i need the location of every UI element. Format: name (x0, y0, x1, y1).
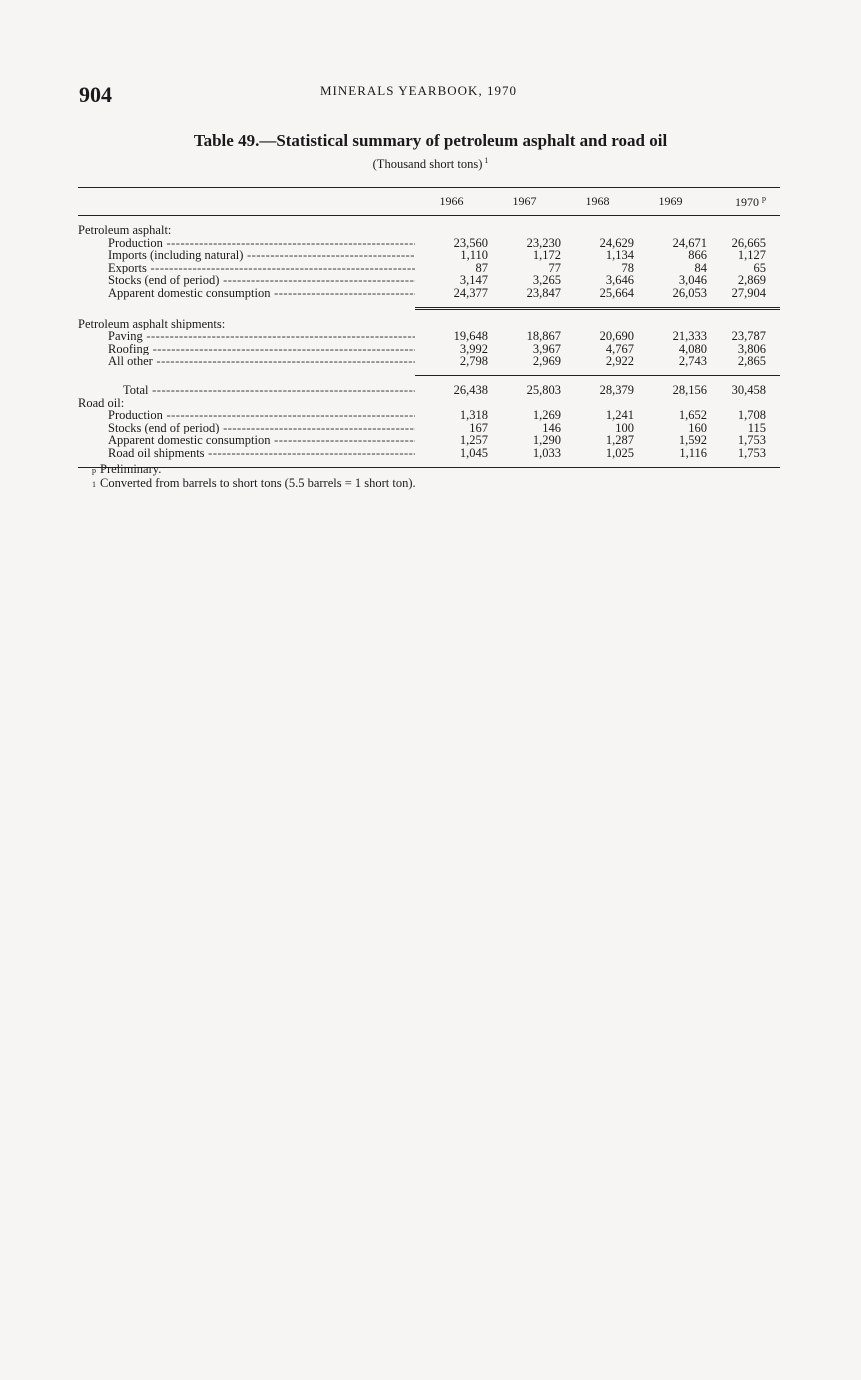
table-cell: 3,992 (459, 341, 488, 356)
table-row (78, 343, 780, 356)
row-label (78, 274, 415, 287)
row-label (78, 422, 415, 435)
table-cell: 1,110 (460, 248, 488, 263)
section-heading-row (78, 224, 780, 237)
table-cell: 1,708 (737, 408, 766, 423)
table-cell: 2,869 (737, 273, 766, 288)
table-cell: 1,033 (532, 445, 561, 460)
table-cell: 3,967 (532, 341, 561, 356)
table-cell: 1,287 (605, 433, 634, 448)
table-row (78, 434, 780, 447)
table-cell: 3,147 (459, 273, 488, 288)
table-cell: 19,648 (453, 329, 488, 344)
table-cell: 77 (548, 260, 561, 275)
table-row (78, 262, 780, 275)
table-cell: 2,969 (532, 354, 561, 369)
table-cell: 1,269 (532, 408, 561, 423)
table-cell: 24,377 (453, 285, 488, 300)
table-cell: 167 (469, 420, 488, 435)
table-cell: 115 (747, 420, 766, 435)
table-cell: 65 (753, 260, 766, 275)
table-cell: 160 (688, 420, 707, 435)
section-heading: Road oil: (78, 396, 125, 410)
table-row (78, 447, 780, 460)
table-section (78, 310, 780, 372)
row-label-text: Apparent domestic consumption ----- (108, 287, 415, 300)
table-cell: 24,629 (599, 235, 634, 250)
table-subtitle (0, 156, 861, 172)
table-cell: 26,053 (672, 285, 707, 300)
row-label-text: Production ----- (108, 237, 415, 250)
row-label-text: Paving ----- (108, 330, 415, 343)
row-label-text: Production ----- (108, 409, 415, 422)
footnote (92, 477, 416, 491)
table-section (78, 397, 780, 464)
table-cell: 24,671 (672, 235, 707, 250)
table-cell: 3,806 (737, 341, 766, 356)
row-label-text: Roofing ----- (108, 343, 415, 356)
table-cell: 20,690 (599, 329, 634, 344)
table-row (78, 409, 780, 422)
table-cell: 1,257 (459, 433, 488, 448)
table-cell: 78 (621, 260, 634, 275)
table-cell: 1,045 (459, 445, 488, 460)
table-cell: 23,787 (731, 329, 766, 344)
table-cell: 26,438 (453, 382, 488, 397)
table-cell: 1,652 (678, 408, 707, 423)
table-cell: 84 (694, 260, 707, 275)
row-label (78, 262, 415, 275)
table-cell: 2,798 (459, 354, 488, 369)
table-cell: 23,560 (453, 235, 488, 250)
table-cell: 1,127 (737, 248, 766, 263)
row-label (78, 237, 415, 250)
section-heading-row (78, 397, 780, 410)
table-cell: 23,230 (526, 235, 561, 250)
column-header: 1967 (512, 194, 537, 208)
row-label-text: Total ----- (123, 384, 415, 397)
table-cell: 3,265 (532, 273, 561, 288)
column-header: 1970 (735, 194, 759, 209)
table-cell: 87 (475, 260, 488, 275)
table-cell: 1,592 (678, 433, 707, 448)
statistics-table (78, 187, 780, 468)
footnote-text: Converted from barrels to short tons (5.5 barrels = 1 short ton). (100, 476, 416, 490)
subtitle-footnote-marker: 1 (484, 156, 489, 165)
footnotes (92, 463, 416, 491)
footnote-text: Preliminary. (100, 462, 162, 476)
row-label (78, 447, 415, 460)
table-cell: 1,172 (532, 248, 561, 263)
row-label-text: Exports ----- (108, 262, 415, 275)
table-cell: 3,046 (678, 273, 707, 288)
total-section (78, 376, 780, 397)
table-cell: 21,333 (672, 329, 707, 344)
table-cell: 28,156 (672, 382, 707, 397)
row-label-text: Stocks (end of period) ----- (108, 274, 415, 287)
table-section (78, 216, 780, 304)
row-label-text: All other ----- (108, 355, 415, 368)
row-label (78, 343, 415, 356)
row-label (78, 287, 415, 300)
footnote (92, 463, 416, 477)
footnote-marker: 1 (92, 480, 96, 489)
table-cell: 100 (615, 420, 634, 435)
table-cell: 23,847 (526, 285, 561, 300)
table-cell: 1,116 (679, 445, 707, 460)
table-cell: 4,767 (605, 341, 634, 356)
table-cell: 1,753 (737, 433, 766, 448)
table-cell: 30,458 (731, 382, 766, 397)
table-cell: 3,646 (605, 273, 634, 288)
row-label (78, 384, 415, 397)
column-header: 1966 (439, 194, 464, 208)
section-heading: Petroleum asphalt shipments: (78, 317, 226, 331)
table-cell: 2,743 (678, 354, 707, 369)
page-number: 904 (79, 82, 112, 107)
table-row (78, 249, 780, 262)
table-body (78, 216, 780, 468)
table-cell: 25,803 (526, 382, 561, 397)
row-label (78, 434, 415, 447)
subtitle-text: (Thousand short tons) (372, 157, 483, 172)
row-label (78, 355, 415, 368)
row-label (78, 249, 415, 262)
table-cell: 1,318 (459, 408, 488, 423)
table-row (78, 422, 780, 435)
table-cell: 146 (542, 420, 561, 435)
footnote-marker: p (92, 466, 96, 475)
table-cell: 4,080 (678, 341, 707, 356)
table-cell: 2,922 (605, 354, 634, 369)
table-cell: 27,904 (731, 285, 766, 300)
total-row (78, 384, 780, 397)
running-head: MINERALS YEARBOOK, 1970 (320, 83, 517, 98)
table-cell: 26,665 (731, 235, 766, 250)
table-cell: 25,664 (599, 285, 634, 300)
preliminary-marker: p (762, 193, 766, 203)
row-label-text: Stocks (end of period) ----- (108, 422, 415, 435)
row-label (78, 330, 415, 343)
row-label-text: Road oil shipments ----- (108, 447, 415, 460)
table-header-row (78, 188, 780, 216)
section-heading: Petroleum asphalt: (78, 224, 172, 237)
table-cell: 1,290 (532, 433, 561, 448)
table-cell: 1,753 (737, 445, 766, 460)
row-label-text: Imports (including natural) ----- (108, 249, 415, 262)
table-cell: 1,025 (605, 445, 634, 460)
table-row (78, 355, 780, 368)
row-label (78, 409, 415, 422)
table-cell: 28,379 (599, 382, 634, 397)
table-cell: 2,865 (737, 354, 766, 369)
table-cell: 1,134 (605, 248, 634, 263)
table-title: Table 49.—Statistical summary of petroleum asphalt and road oil (193, 131, 668, 150)
row-label-text: Apparent domestic consumption ----- (108, 434, 415, 447)
column-header-preliminary (707, 194, 780, 210)
table-cell: 1,241 (605, 408, 634, 423)
table-row (78, 330, 780, 343)
table-row (78, 287, 780, 300)
column-header: 1968 (585, 194, 610, 208)
table-row (78, 237, 780, 250)
column-header: 1969 (658, 194, 683, 208)
table-cell: 866 (688, 248, 707, 263)
table-cell: 18,867 (526, 329, 561, 344)
